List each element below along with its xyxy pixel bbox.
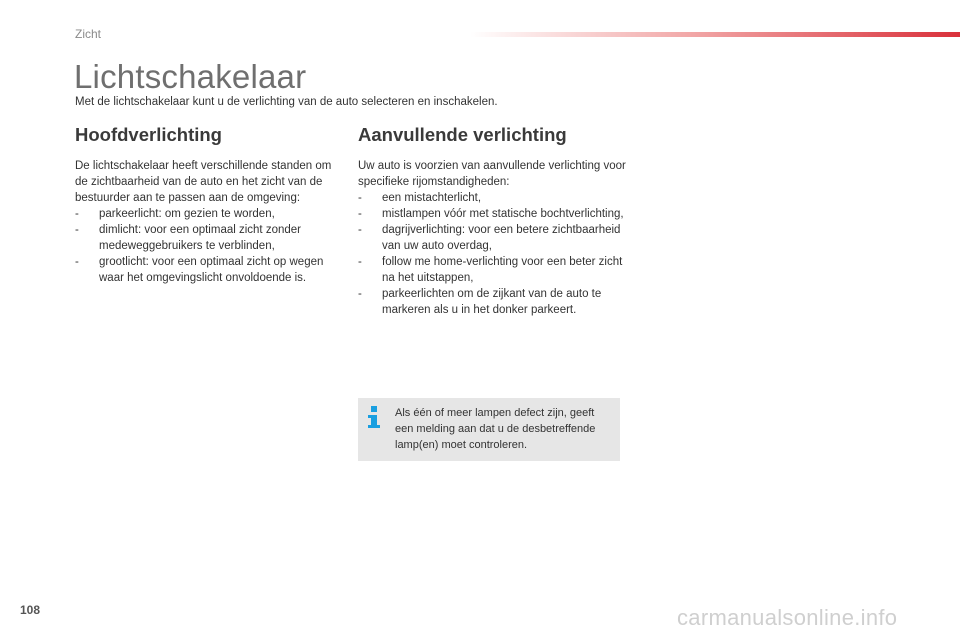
page-number: 108 — [20, 603, 41, 617]
list-item: - grootlicht: voor een optimaal zicht op wegen waar het omgevingslicht onvoldoende is. — [75, 256, 324, 284]
list-item-text: parkeerlicht: om gezien te worden, — [99, 208, 275, 220]
list-item: - parkeerlicht: om gezien te worden, — [75, 208, 275, 220]
intro-text: Met de lichtschakelaar kunt u de verlichting van de auto selecteren en inschakelen. — [75, 96, 498, 108]
list-item-text: parkeerlichten om de zijkant van de auto te markeren als u in het donker parkeert. — [382, 288, 602, 316]
left-list — [75, 206, 345, 286]
list-item-text: mistlampen vóór met statische bochtverlichting, — [382, 208, 624, 220]
left-column — [75, 124, 345, 286]
watermark-link[interactable]: carmanualsonline.info — [677, 605, 898, 630]
right-column — [358, 124, 628, 318]
list-item-text: follow me home-verlichting voor een beter zicht na het uitstappen, — [382, 256, 623, 284]
right-heading: Aanvullende verlichting — [358, 124, 567, 145]
left-heading: Hoofdverlichting — [75, 124, 222, 145]
info-text: Als één of meer lampen defect zijn, geeft een melding aan dat u de desbetreffende lamp(en) moet controleren. — [395, 407, 596, 451]
right-list — [358, 190, 628, 318]
header-accent-bar — [470, 32, 960, 37]
list-item-text: dagrijverlichting: voor een betere zichtbaarheid van uw auto overdag, — [382, 224, 621, 252]
info-icon — [368, 406, 380, 428]
list-item: - follow me home-verlichting voor een beter zicht na het uitstappen, — [358, 256, 623, 284]
left-paragraph: De lichtschakelaar heeft verschillende standen om de zichtbaarheid van de auto en het zicht van de bestuurder aan te passen aan de omgeving: — [75, 160, 332, 204]
list-item: - een mistachterlicht, — [358, 192, 482, 204]
list-item: - parkeerlichten om de zijkant van de auto te markeren als u in het donker parkeert. — [358, 288, 602, 316]
section-label: Zicht — [75, 27, 102, 41]
right-paragraph: Uw auto is voorzien van aanvullende verlichting voor specifieke rijomstandigheden: — [358, 160, 626, 188]
list-item-text: grootlicht: voor een optimaal zicht op wegen waar het omgevingslicht onvoldoende is. — [99, 256, 324, 284]
info-box — [358, 398, 620, 461]
list-item-text: een mistachterlicht, — [382, 192, 482, 204]
page-title: Lichtschakelaar — [74, 58, 307, 95]
list-item: - dagrijverlichting: voor een betere zichtbaarheid van uw auto overdag, — [358, 224, 621, 252]
list-item-text: dimlicht: voor een optimaal zicht zonder medeweggebruikers te verblinden, — [99, 224, 301, 252]
list-item: - dimlicht: voor een optimaal zicht zonder medeweggebruikers te verblinden, — [75, 224, 301, 252]
list-item: - mistlampen vóór met statische bochtverlichting, — [358, 208, 624, 220]
